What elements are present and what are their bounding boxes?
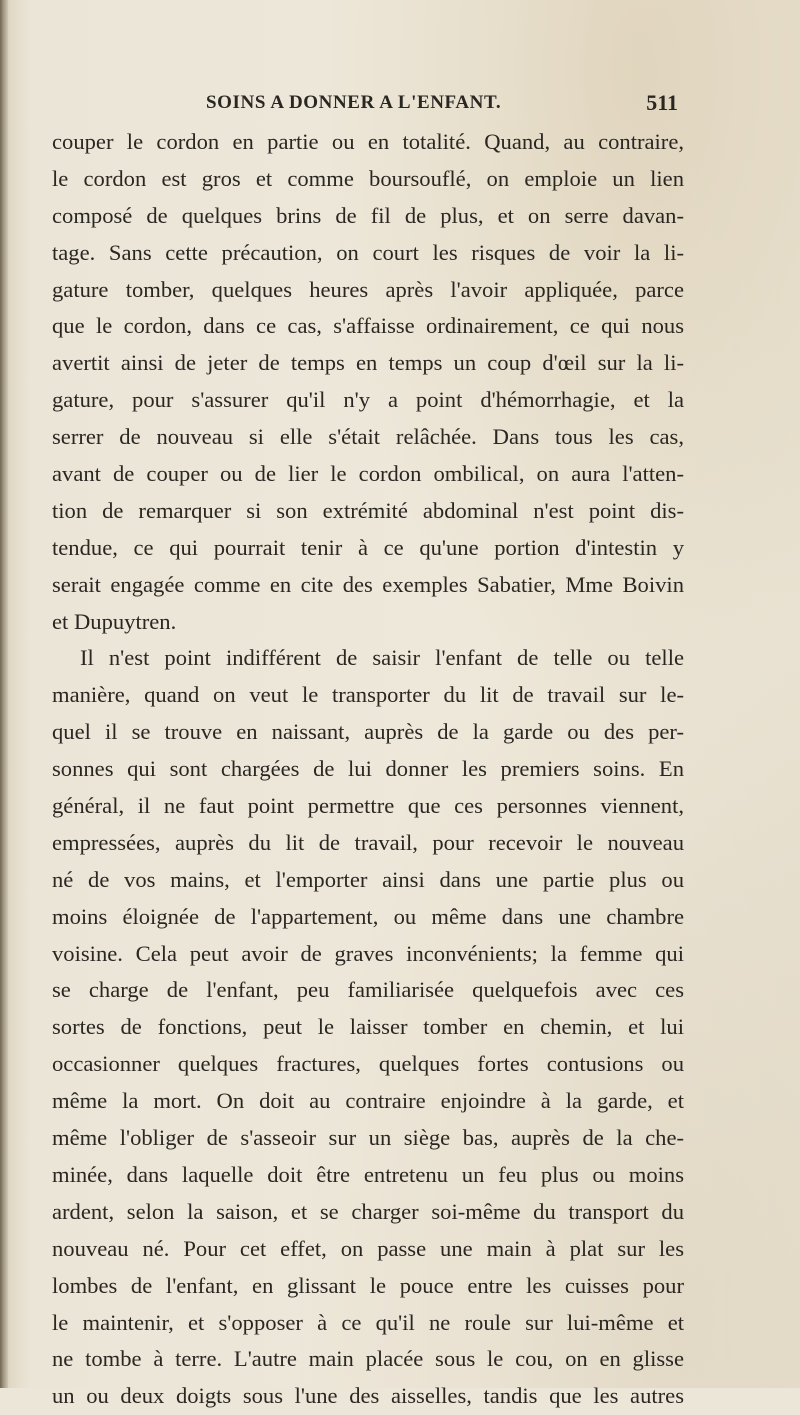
page-gutter-shadow: [0, 0, 8, 1388]
page-header: [52, 90, 682, 120]
text-line: même l'obliger de s'asseoir sur un siège bas, auprès de la che-: [52, 1125, 684, 1151]
text-line: voisine. Cela peut avoir de graves inconvénients; la femme qui: [52, 940, 684, 966]
text-line: ardent, selon la saison, et se charger soi-même du transport du: [52, 1198, 684, 1224]
text-line: un ou deux doigts sous l'une des aisselles, tandis que les autres: [52, 1383, 684, 1409]
paragraph-start-line: Il n'est point indifférent de saisir l'enfant de telle ou telle: [80, 645, 684, 671]
text-line: occasionner quelques fractures, quelques fortes contusions ou: [52, 1051, 684, 1077]
paragraph-end-line: et Dupuytren.: [52, 608, 177, 634]
text-line: sonnes qui sont chargées de lui donner les premiers soins. En: [52, 756, 684, 782]
text-line: empressées, auprès du lit de travail, pour recevoir le nouveau: [52, 829, 684, 855]
text-line: général, il ne faut point permettre que ces personnes viennent,: [52, 793, 684, 819]
text-line: sortes de fonctions, peut le laisser tomber en chemin, et lui: [52, 1014, 684, 1040]
text-line: ne tombe à terre. L'autre main placée sous le cou, on en glisse: [52, 1346, 684, 1372]
text-line: composé de quelques brins de fil de plus, et on serre davan-: [52, 202, 684, 228]
text-line: nouveau né. Pour cet effet, on passe une main à plat sur les: [52, 1235, 684, 1261]
page-number: 511: [646, 90, 678, 115]
text-line: avant de couper ou de lier le cordon ombilical, on aura l'atten-: [52, 461, 684, 487]
text-line: tage. Sans cette précaution, on court les risques de voir la li-: [52, 239, 684, 265]
running-title: SOINS A DONNER A L'ENFANT.: [206, 92, 502, 113]
body-text: [52, 124, 684, 1415]
text-line: moins éloignée de l'appartement, ou même dans une chambre: [52, 903, 684, 929]
text-line: se charge de l'enfant, peu familiarisée quelquefois avec ces: [52, 977, 684, 1003]
text-line: que le cordon, dans ce cas, s'affaisse ordinairement, ce qui nous: [52, 313, 684, 339]
text-line: tion de remarquer si son extrémité abdominal n'est point dis-: [52, 497, 684, 523]
text-line: tendue, ce qui pourrait tenir à ce qu'une portion d'intestin y: [52, 534, 684, 560]
text-line: lombes de l'enfant, en glissant le pouce entre les cuisses pour: [52, 1272, 684, 1298]
text-line: quel il se trouve en naissant, auprès de la garde ou des per-: [52, 719, 684, 745]
text-line: manière, quand on veut le transporter du lit de travail sur le-: [52, 682, 684, 708]
text-line: né de vos mains, et l'emporter ainsi dans une partie plus ou: [52, 866, 684, 892]
text-line: le cordon est gros et comme boursouflé, on emploie un lien: [52, 165, 684, 191]
text-line: minée, dans laquelle doit être entretenu un feu plus ou moins: [52, 1161, 684, 1187]
text-line: gature, pour s'assurer qu'il n'y a point d'hémorrhagie, et la: [52, 387, 684, 413]
text-line: le maintenir, et s'opposer à ce qu'il ne roule sur lui-même et: [52, 1309, 684, 1335]
text-line: gature tomber, quelques heures après l'avoir appliquée, parce: [52, 276, 684, 302]
text-line: avertit ainsi de jeter de temps en temps un coup d'œil sur la li-: [52, 350, 684, 376]
text-line: même la mort. On doit au contraire enjoindre à la garde, et: [52, 1088, 684, 1114]
text-line: serrer de nouveau si elle s'était relâchée. Dans tous les cas,: [52, 424, 684, 450]
text-line: serait engagée comme en cite des exemples Sabatier, Mme Boivin: [52, 571, 684, 597]
text-line: couper le cordon en partie ou en totalité. Quand, au contraire,: [52, 129, 684, 154]
